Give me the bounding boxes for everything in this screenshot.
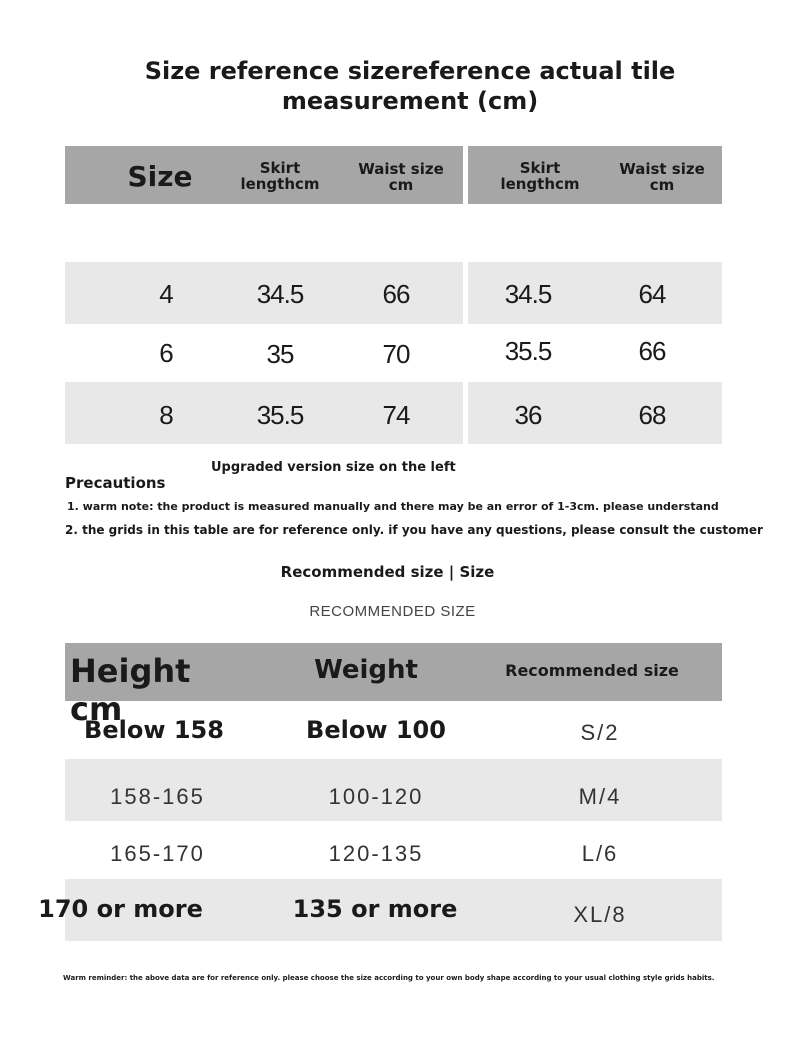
precaution-item: 1. warm note: the product is measured manually and there may be an error of 1-3cm. please understand (67, 500, 719, 513)
header-size: Size (127, 160, 193, 193)
cell-height: 170 or more (38, 895, 203, 923)
header-skirt-length-right: Skirt lengthcm (500, 159, 580, 193)
footer-reminder: Warm reminder: the above data are for reference only. please choose the size according to your own body shape according to your usual clothing style grids habits. (63, 974, 715, 982)
cell-height: 158-165 (110, 784, 205, 809)
header-waist-size-left: Waist size cm (358, 160, 444, 194)
cell-waist-left: 74 (382, 400, 410, 430)
cell-recommended: M/4 (578, 784, 622, 809)
header-weight: Weight (314, 655, 418, 685)
cell-skirt-right: 35.5 (504, 336, 552, 366)
cell-size: 6 (159, 338, 173, 368)
cell-size: 4 (159, 279, 173, 309)
cell-skirt-left: 35 (266, 339, 294, 369)
cell-skirt-right: 34.5 (504, 279, 552, 309)
cell-weight: Below 100 (306, 716, 446, 744)
cell-recommended: XL/8 (573, 902, 627, 927)
cell-height: Below 158 (84, 716, 224, 744)
precaution-item: 2. the grids in this table are for reference only. if you have any questions, please consult the customer (65, 523, 763, 537)
cell-waist-left: 70 (382, 339, 410, 369)
cell-skirt-left: 34.5 (256, 279, 304, 309)
header-skirt-length-left: Skirt lengthcm (240, 159, 320, 193)
recommended-heading: Recommended size | Size (280, 563, 495, 581)
cell-size: 8 (159, 400, 173, 430)
header-waist-size-right: Waist size cm (619, 160, 705, 194)
header-height: Height cm (70, 652, 191, 728)
cell-skirt-left: 35.5 (256, 400, 304, 430)
recommended-subheading: RECOMMENDED SIZE (309, 603, 476, 620)
cell-weight: 135 or more (292, 895, 458, 923)
cell-skirt-right: 36 (514, 400, 542, 430)
header-recommended-size: Recommended size (505, 661, 679, 680)
cell-weight: 120-135 (328, 841, 424, 866)
page-title: Size reference sizereference actual tile measurement (cm) (144, 57, 676, 115)
cell-waist-right: 66 (638, 336, 666, 366)
cell-waist-right: 68 (638, 400, 666, 430)
upgraded-note: Upgraded version size on the left (211, 460, 456, 475)
cell-height: 165-170 (110, 841, 205, 866)
cell-waist-left: 66 (382, 279, 410, 309)
precautions-heading: Precautions (65, 474, 166, 492)
cell-recommended: L/6 (581, 841, 619, 866)
cell-recommended: S/2 (580, 720, 620, 745)
cell-waist-right: 64 (638, 279, 666, 309)
cell-weight: 100-120 (328, 784, 424, 809)
